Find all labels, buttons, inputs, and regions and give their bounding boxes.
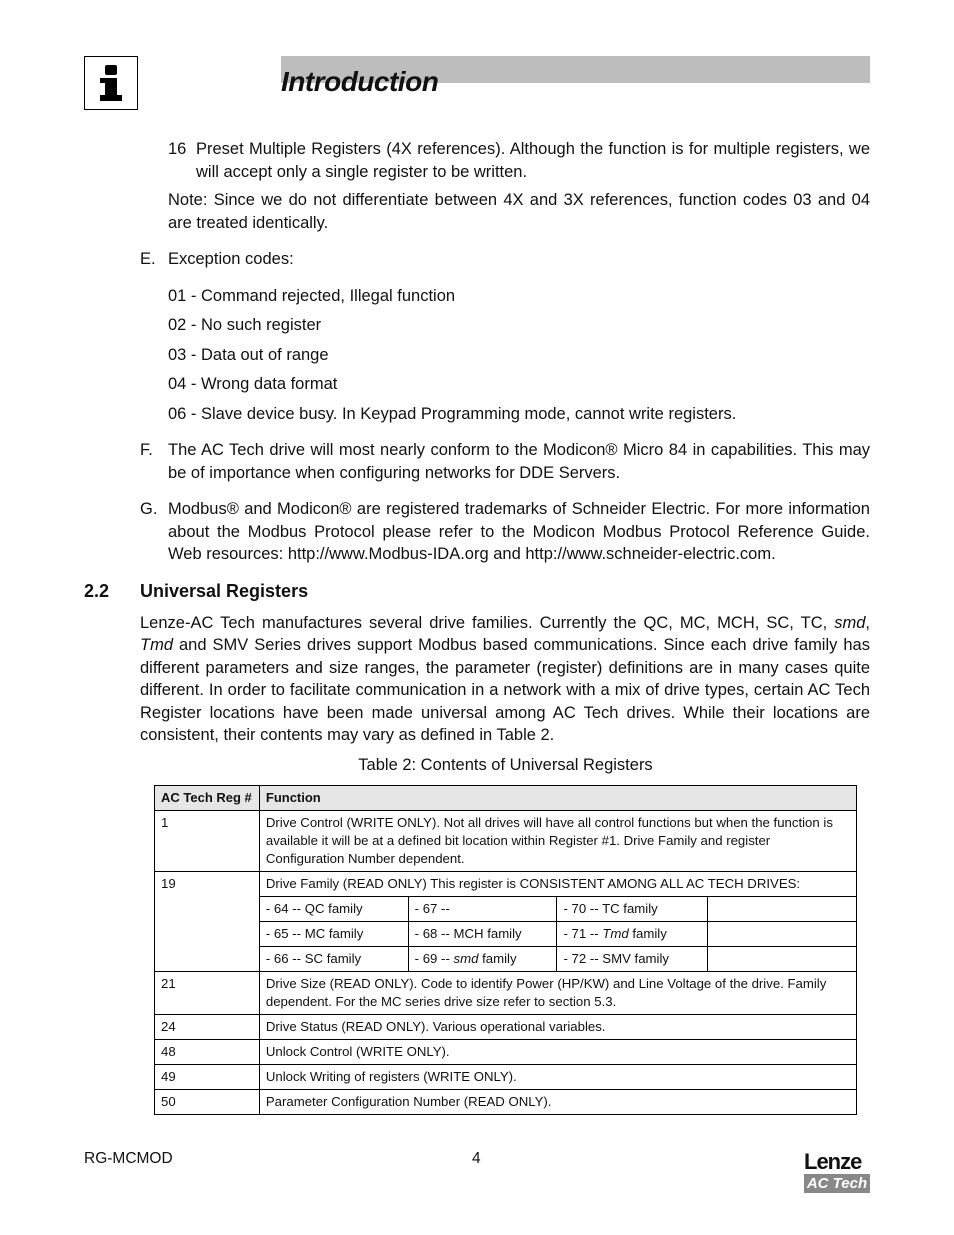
function-cell: Unlock Writing of registers (WRITE ONLY). xyxy=(259,1065,856,1090)
function-cell: Drive Control (WRITE ONLY). Not all drives will have all control functions but when the function is available it will be at a defined bit location within Register #1. Drive Family and register Configuration Number dependent. xyxy=(259,811,856,872)
item-16-number: 16 xyxy=(168,140,187,158)
section-e-heading: Exception codes: xyxy=(168,250,294,268)
family-cell: - 71 -- Tmd family xyxy=(557,922,708,947)
table-row xyxy=(155,1065,857,1090)
table-row xyxy=(155,972,857,1015)
exception-code: 06 - Slave device busy. In Keypad Programming mode, cannot write registers. xyxy=(168,405,737,423)
table-row xyxy=(155,1090,857,1115)
document-id: RG-MCMOD xyxy=(84,1150,173,1167)
function-cell: Drive Family (READ ONLY) This register is CONSISTENT AMONG ALL AC TECH DRIVES: xyxy=(259,872,856,897)
family-cell-empty xyxy=(708,897,857,922)
family-row xyxy=(155,897,857,922)
logo-lenze-text: Lenze xyxy=(804,1149,862,1174)
reg-number: 21 xyxy=(155,972,260,1015)
family-cell: - 72 -- SMV family xyxy=(557,947,708,972)
section-number: 2.2 xyxy=(84,581,110,601)
table-row xyxy=(155,872,857,897)
exception-code: 02 - No such register xyxy=(168,316,322,334)
section-f-text: The AC Tech drive will most nearly conform to the Modicon® Micro 84 in capabilities. This may be of importance when configuring networks for DDE Servers. xyxy=(168,441,870,482)
column-header-reg: AC Tech Reg # xyxy=(155,786,260,811)
function-cell: Drive Size (READ ONLY). Code to identify Power (HP/KW) and Line Voltage of the drive. Family dependent. For the MC series drive size refer to section 5.3. xyxy=(259,972,856,1015)
universal-registers-paragraph: Lenze-AC Tech manufactures several drive families. Currently the QC, MC, MCH, SC, TC, smd, Tmd and SMV Series drives support Modbus based communications. Since each drive family has different parameters and size ranges, the parameter (register) definitions are in many cases quite different. In order to facilitate communication in a network with a mix of drive types, certain AC Tech Register locations have been made universal among AC Tech drives. While their locations are consistent, their contents may vary as defined in Table 2. xyxy=(140,614,870,745)
family-row xyxy=(155,922,857,947)
family-cell: - 70 -- TC family xyxy=(557,897,708,922)
column-header-function: Function xyxy=(259,786,856,811)
section-g-letter: G. xyxy=(140,500,158,518)
logo-actech-text: AC Tech xyxy=(804,1174,870,1193)
page-number: 4 xyxy=(472,1150,481,1167)
family-cell-empty xyxy=(708,947,857,972)
item-16-text: Preset Multiple Registers (4X references). Although the function is for multiple registers, we will accept only a single register to be written. xyxy=(196,140,870,181)
page-title: Introduction xyxy=(281,66,439,97)
family-cell: - 64 -- QC family xyxy=(259,897,408,922)
function-cell: Unlock Control (WRITE ONLY). xyxy=(259,1040,856,1065)
family-cell: - 65 -- MC family xyxy=(259,922,408,947)
note-paragraph: Note: Since we do not differentiate between 4X and 3X references, function codes 03 and 04 are treated identically. xyxy=(168,191,870,232)
lenze-actech-logo xyxy=(804,1150,870,1193)
reg-number: 19 xyxy=(155,872,260,972)
table-header-row xyxy=(155,786,857,811)
reg-number: 49 xyxy=(155,1065,260,1090)
section-e-letter: E. xyxy=(140,250,156,268)
reg-number: 1 xyxy=(155,811,260,872)
family-cell: - 69 -- smd family xyxy=(408,947,557,972)
table-row xyxy=(155,1015,857,1040)
info-icon xyxy=(84,56,138,110)
section-title: Universal Registers xyxy=(140,581,309,601)
family-cell: - 67 -- xyxy=(408,897,557,922)
function-cell: Parameter Configuration Number (READ ONLY). xyxy=(259,1090,856,1115)
section-f-letter: F. xyxy=(140,441,153,459)
section-g-text: Modbus® and Modicon® are registered trademarks of Schneider Electric. For more information about the Modbus Protocol please refer to the Modicon Modbus Protocol Reference Guide. Web resources: http://www.Modbus-IDA.org and http://www.schneider-electric.com. xyxy=(168,500,870,563)
section-heading xyxy=(84,581,308,602)
exception-code: 04 - Wrong data format xyxy=(168,375,338,393)
universal-registers-table xyxy=(154,785,857,1115)
family-row xyxy=(155,947,857,972)
table-row xyxy=(155,1040,857,1065)
reg-number: 24 xyxy=(155,1015,260,1040)
table-row xyxy=(155,811,857,872)
exception-code: 01 - Command rejected, Illegal function xyxy=(168,287,456,305)
function-cell: Drive Status (READ ONLY). Various operational variables. xyxy=(259,1015,856,1040)
table-caption: Table 2: Contents of Universal Registers xyxy=(358,756,653,774)
reg-number: 50 xyxy=(155,1090,260,1115)
exception-code: 03 - Data out of range xyxy=(168,346,329,364)
family-cell: - 66 -- SC family xyxy=(259,947,408,972)
reg-number: 48 xyxy=(155,1040,260,1065)
family-cell: - 68 -- MCH family xyxy=(408,922,557,947)
family-cell-empty xyxy=(708,922,857,947)
